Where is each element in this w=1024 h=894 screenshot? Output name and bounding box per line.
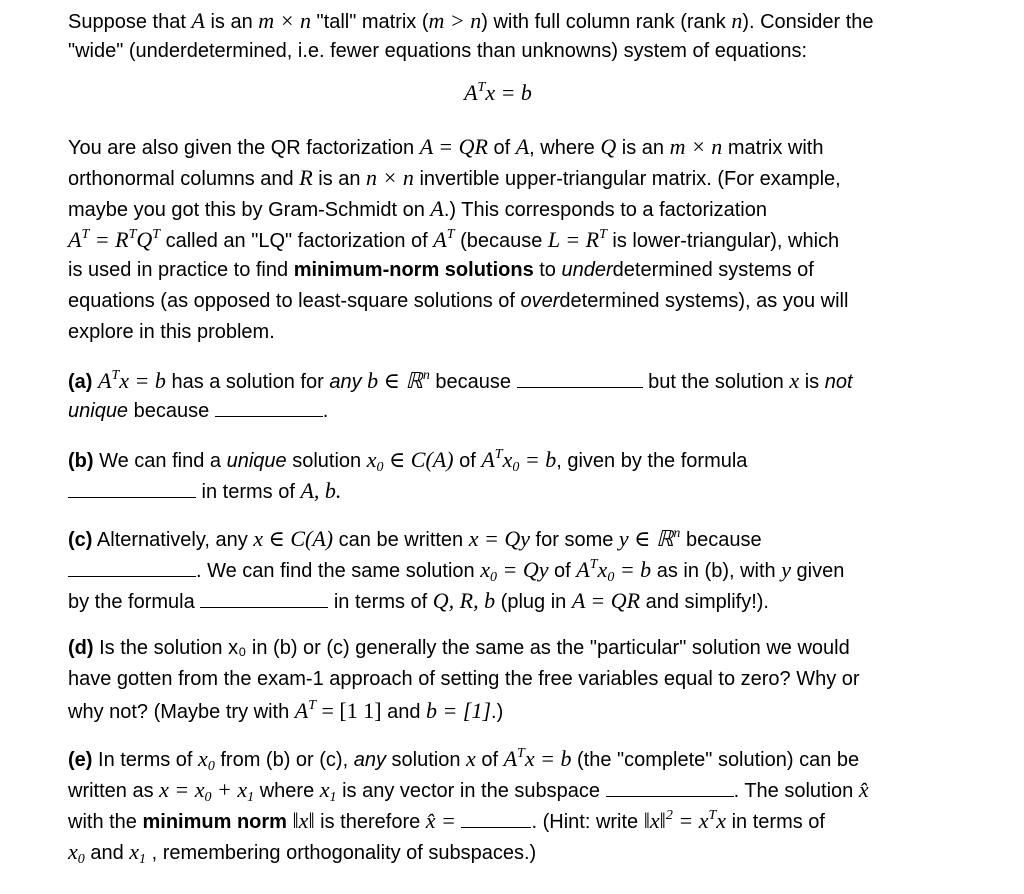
part-a-line-1: (a) $A^Tx = b$ has a solution for any b ∈ ℝ$^n$ because but the solution x is not (68, 368, 853, 393)
answer-blank-a1[interactable] (517, 369, 643, 388)
answer-blank-a2[interactable] (215, 398, 323, 417)
answer-blank-e2[interactable] (461, 809, 531, 828)
text: Suppose that (68, 11, 192, 33)
problem-document (68, 5, 968, 867)
part-c-label: (c) (68, 529, 93, 551)
part-c-line-3: by the formula in terms of Q, R, b (plug in A = QR and simplify!). (68, 588, 769, 613)
part-c-line-2: . We can find the same solution $x_0 = Qy$ of $A^Tx_0 = b$ as in (b), with y given (68, 554, 968, 585)
text: ). Consider the (742, 11, 874, 33)
bold-minimum-norm: minimum norm (142, 811, 287, 833)
para-line-6: equations (as opposed to least-square solutions of overdetermined systems), as you will (68, 290, 849, 312)
part-e-line-4: $x_0$ and $x_1$ , remembering orthogonality of subspaces.) (68, 839, 537, 867)
part-e-line-3: with the minimum norm ‖x‖ is therefore x̂ = . (Hint: write ‖x‖$^2$ = $x^Tx$ in terms of (68, 808, 825, 833)
text: is an (204, 11, 259, 33)
math-m-gt-n: m > n (428, 8, 482, 33)
part-e-line-1: (e) In terms of $x_0$ from (b) or (c), any solution x of $A^Tx = b$ (the "complete" solution) can be (68, 746, 860, 774)
text: "tall" matrix ( (310, 11, 429, 33)
part-b-label: (b) (68, 450, 94, 472)
para-line-2: orthonormal columns and R is an n × n invertible upper-triangular matrix. (For example, (68, 165, 841, 190)
para-line-4: $A^T = R^TQ^T$ called an "LQ" factorization of $A^T$ (because $L = R^T$ is lower-triangular), which (68, 227, 840, 252)
part-b-line-1: (b) We can find a unique solution $x_0$ ∈ C(A) of $A^Tx_0 = b$, given by the formula (68, 447, 748, 475)
part-a-line-2: unique because . (68, 400, 329, 422)
part-d-line-3: why not? (Maybe try with $A^T = [1$ 1] and b = [1].) (68, 698, 504, 723)
bold-minimum-norm-solutions: minimum-norm solutions (293, 259, 534, 281)
intro-line-1 (68, 5, 968, 36)
answer-blank-b[interactable] (68, 479, 196, 498)
part-b-line-2: in terms of A, b. (68, 475, 968, 506)
para-line-3: maybe you got this by Gram-Schmidt on A.) This corresponds to a factorization (68, 196, 767, 221)
part-d-line-2: have gotten from the exam-1 approach of setting the free variables equal to zero? Why or (68, 668, 860, 690)
math-n: n (731, 8, 743, 33)
math-LQ-factorization: $A^T = R^TQ^T$ (68, 227, 161, 252)
math-A: A (191, 8, 205, 33)
para-line-1: You are also given the QR factorization A = QR of A, where Q is an m × n matrix with (68, 134, 824, 159)
part-e-line-2: written as $x = x_0 + x_1$ where $x_1$ is any vector in the subspace . The solution x̂ (68, 777, 869, 805)
math-m-by-n: m × n (258, 8, 311, 33)
display-equation (68, 67, 968, 119)
intro-line-2: "wide" (underdetermined, i.e. fewer equations than unknowns) system of equations: (68, 40, 808, 62)
display-equation-text: $A^Tx = b$ (464, 80, 532, 105)
para-line-7: explore in this problem. (68, 321, 275, 343)
part-e-label: (e) (68, 749, 93, 771)
part-c-line-1: (c) Alternatively, any x ∈ C(A) can be written x = Qy for some y ∈ ℝ$^n$ because (68, 526, 762, 551)
answer-blank-c1[interactable] (68, 558, 196, 577)
math-A-eq-QR: A = QR (419, 134, 488, 159)
part-d-line-1: (d) Is the solution x₀ in (b) or (c) generally the same as the "particular" solution we would (68, 637, 850, 659)
text: ) with full column rank (rank (481, 11, 732, 33)
part-d-label: (d) (68, 637, 94, 659)
answer-blank-e1[interactable] (606, 778, 734, 797)
answer-blank-c2[interactable] (200, 589, 328, 608)
para-line-5: is used in practice to find minimum-norm solutions to underdetermined systems of (68, 259, 814, 281)
part-a-label: (a) (68, 371, 93, 393)
